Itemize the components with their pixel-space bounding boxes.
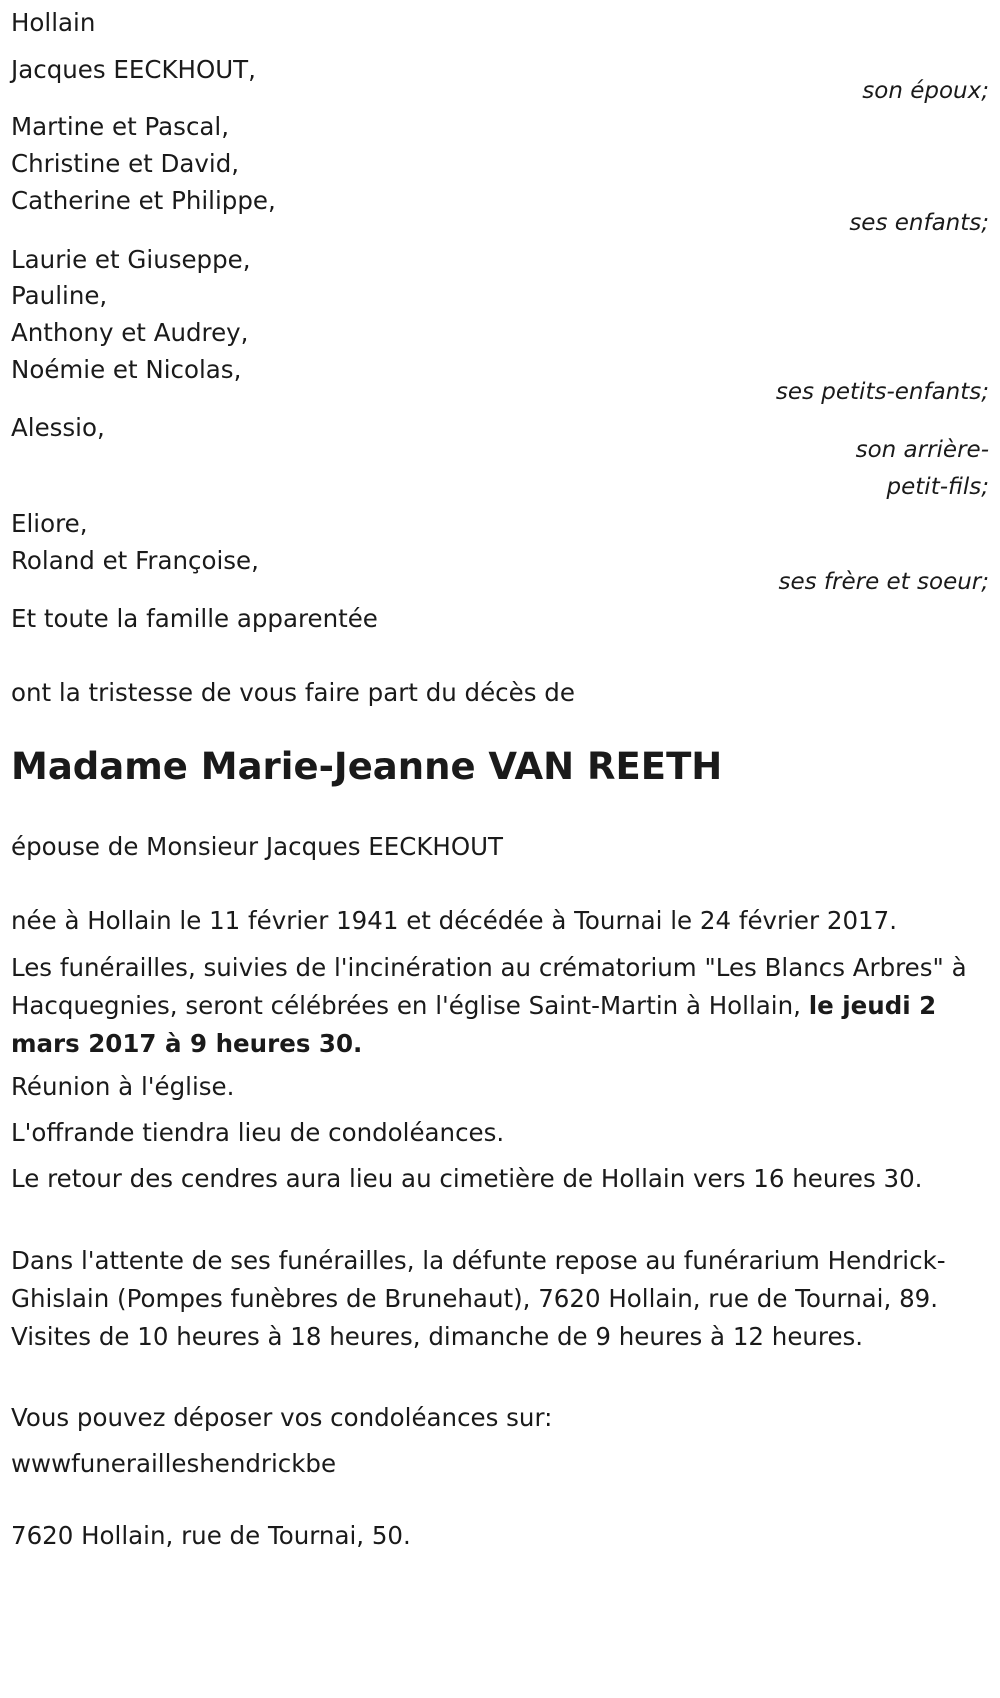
child-name: Christine et David, xyxy=(11,149,240,178)
grandchild-name: Noémie et Nicolas, xyxy=(11,355,242,384)
sibling-name: Roland et Françoise, xyxy=(11,546,259,575)
heading-place: Hollain xyxy=(11,8,96,37)
siblings-relation: ses frère et soeur; xyxy=(778,569,989,595)
spouse-relation: son époux; xyxy=(862,78,989,104)
ashes-paragraph: Le retour des cendres aura lieu au cimetière de Hollain vers 16 heures 30. xyxy=(11,1164,923,1193)
funeral-date: le jeudi 2 mars 2017 à 9 heures 30. xyxy=(11,991,937,1058)
announcement-text: ont la tristesse de vous faire part du décès de xyxy=(11,678,575,707)
deceased-name: Madame Marie-Jeanne VAN REETH xyxy=(11,745,723,788)
meeting-line: Réunion à l'église. xyxy=(11,1072,235,1101)
grandchild-name: Laurie et Giuseppe, xyxy=(11,245,251,274)
grandchild-name: Anthony et Audrey, xyxy=(11,318,249,347)
grandchild-name: Pauline, xyxy=(11,281,108,310)
funeral-paragraph xyxy=(11,949,991,1063)
great-grandchild-name: Alessio, xyxy=(11,413,105,442)
spouse-line: épouse de Monsieur Jacques EECKHOUT xyxy=(11,832,504,861)
child-name: Martine et Pascal, xyxy=(11,112,230,141)
family-address: 7620 Hollain, rue de Tournai, 50. xyxy=(11,1521,411,1550)
great-grandchild-relation-1: son arrière- xyxy=(855,437,989,463)
condolences-label: Vous pouvez déposer vos condoléances sur: xyxy=(11,1403,553,1432)
child-name: Catherine et Philippe, xyxy=(11,186,276,215)
children-relation: ses enfants; xyxy=(849,210,989,236)
sibling-name: Eliore, xyxy=(11,509,88,538)
spouse-name: Jacques EECKHOUT, xyxy=(11,55,256,84)
great-grandchild-relation-2: petit-fils; xyxy=(886,474,989,500)
condolences-website[interactable]: wwwfunerailleshendrickbe xyxy=(11,1449,337,1478)
offering-line: L'offrande tiendra lieu de condoléances. xyxy=(11,1118,505,1147)
funeral-text: Les funérailles, suivies de l'incinération au crématorium "Les Blancs Arbres" à Hacquegnies, seront célébrées en l'église Saint-Martin à Hollain, xyxy=(11,953,967,1020)
birth-death-line: née à Hollain le 11 février 1941 et décédée à Tournai le 24 février 2017. xyxy=(11,906,898,935)
extended-family: Et toute la famille apparentée xyxy=(11,604,378,633)
rest-paragraph: Dans l'attente de ses funérailles, la défunte repose au funérarium Hendrick-Ghislain (Pompes funèbres de Brunehaut), 7620 Hollain, rue de Tournai, 89. Visites de 10 heures à 18 heures, dimanche de 9 heures à 12 heures. xyxy=(11,1246,946,1351)
grandchildren-relation: ses petits-enfants; xyxy=(775,379,989,405)
